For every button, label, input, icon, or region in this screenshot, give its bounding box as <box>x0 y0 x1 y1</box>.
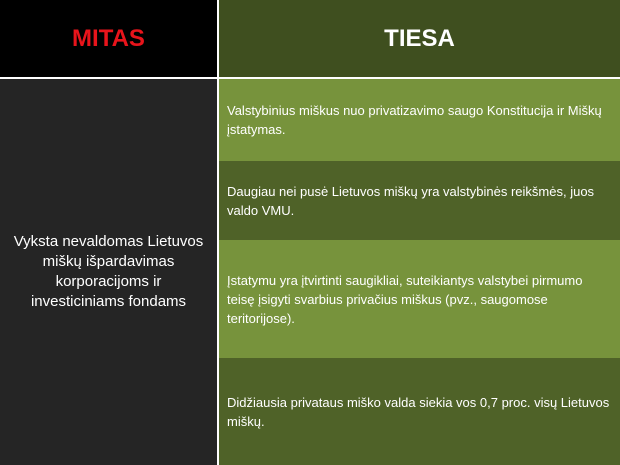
truth-row-1 <box>219 79 620 161</box>
myth-header-cell <box>0 0 219 79</box>
truth-text-2: Daugiau nei pusė Lietuvos miškų yra valstybinės reikšmės, juos valdo VMU. <box>227 183 595 218</box>
truth-text-4: Didžiausia privataus miško valda siekia vos 0,7 proc. visų Lietuvos miškų. <box>227 394 610 429</box>
truth-row-3 <box>219 240 620 358</box>
myth-statement-text: Vyksta nevaldomas Lietuvos miškų išpardavimas korporacijoms ir investiciniams fondams <box>13 233 204 310</box>
truth-header-cell <box>219 0 620 79</box>
myth-statement-cell <box>0 79 219 465</box>
truth-row-4 <box>219 358 620 465</box>
truth-header-label: TIESA <box>384 24 455 52</box>
truth-text-3: Įstatymu yra įtvirtinti saugikliai, suteikiantys valstybei pirmumo teisę įsigyti svarbius privačius miškus (pvz., saugomose teritorijose). <box>227 272 583 326</box>
myth-header-label: MITAS <box>72 24 145 52</box>
truth-row-2 <box>219 161 620 240</box>
truth-text-1: Valstybinius miškus nuo privatizavimo saugo Konstitucija ir Miškų įstatymas. <box>227 103 602 137</box>
